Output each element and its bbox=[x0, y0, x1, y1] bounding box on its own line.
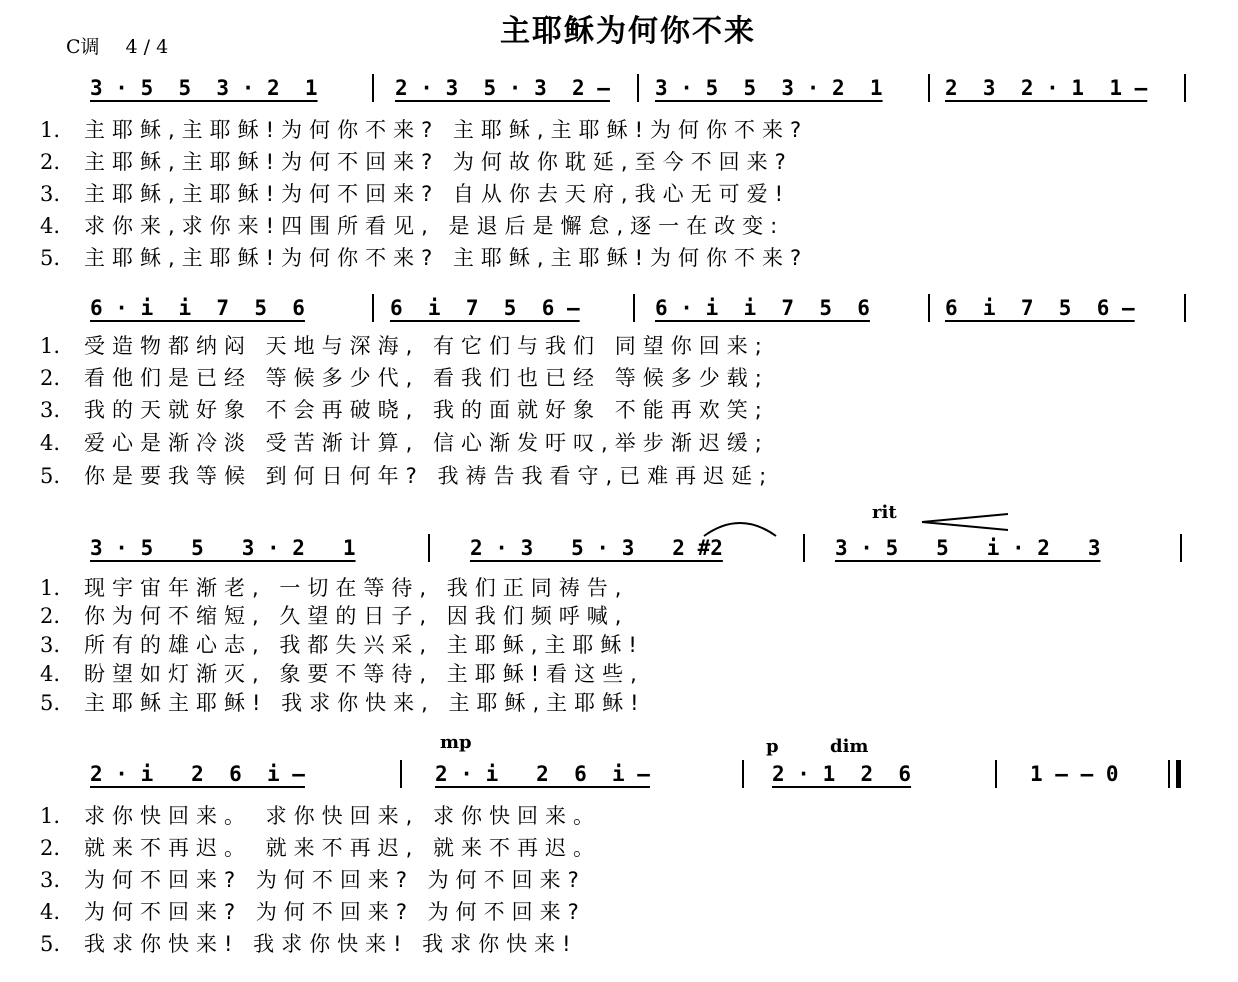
lyric-text: 你是要我等候 到何日何年? 我祷告我看守,已难再迟延; bbox=[84, 464, 774, 488]
p-marking: p bbox=[766, 736, 779, 757]
verse-number: 3. bbox=[40, 633, 61, 657]
bar-line bbox=[1184, 74, 1186, 102]
lyric-text: 主耶稣,主耶稣!为何你不来? 主耶稣,主耶稣!为何你不来? bbox=[84, 118, 809, 142]
lyric-text: 主耶稣主耶稣! 我求你快来, 主耶稣,主耶稣! bbox=[84, 691, 646, 715]
lyric-line-5 bbox=[40, 242, 808, 274]
measure-4: 1 — — 0 bbox=[1030, 762, 1119, 786]
lyric-text: 你为何不缩短, 久望的日子, 因我们频呼喊, bbox=[84, 604, 629, 628]
bar-line bbox=[995, 760, 997, 788]
lyric-text: 我求你快来! 我求你快来! 我求你快来! bbox=[84, 932, 578, 956]
verse-number: 3. bbox=[40, 868, 61, 892]
diminuendo-hairpin bbox=[920, 512, 1010, 532]
lyric-text: 求你快回来。 求你快回来, 求你快回来。 bbox=[84, 804, 602, 828]
bar-line bbox=[372, 294, 374, 322]
lyric-text: 主耶稣,主耶稣!为何你不来? 主耶稣,主耶稣!为何你不来? bbox=[84, 246, 809, 270]
notation-row bbox=[0, 536, 1238, 570]
verse-number: 4. bbox=[40, 214, 61, 238]
lyric-line-2 bbox=[40, 600, 628, 632]
verse-number: 5. bbox=[40, 464, 61, 488]
lyric-line-3 bbox=[40, 394, 769, 426]
lyric-line-5 bbox=[40, 928, 578, 960]
lyric-text: 所有的雄心志, 我都失兴采, 主耶稣,主耶稣! bbox=[84, 633, 644, 657]
measure-3: 3 · 5 5 i · 2 3 bbox=[835, 536, 1101, 560]
verse-number: 1. bbox=[40, 334, 61, 358]
lyric-line-4 bbox=[40, 896, 586, 928]
score-section-3 bbox=[0, 536, 1238, 756]
lyric-text: 主耶稣,主耶稣!为何不回来? 自从你去天府,我心无可爱! bbox=[84, 182, 791, 206]
lyric-text: 为何不回来? 为何不回来? 为何不回来? bbox=[84, 900, 586, 924]
measure-4: 6 i 7 5 6 — bbox=[945, 296, 1135, 320]
lyric-line-3 bbox=[40, 629, 644, 661]
dim-marking: dim bbox=[830, 736, 869, 757]
verse-number: 1. bbox=[40, 576, 61, 600]
score-section-2 bbox=[0, 296, 1238, 516]
bar-line bbox=[372, 74, 374, 102]
measure-2: 6 i 7 5 6 — bbox=[390, 296, 580, 320]
verse-number: 1. bbox=[40, 804, 61, 828]
measure-2: 2 · i 2 6 i — bbox=[435, 762, 650, 786]
bar-line bbox=[633, 294, 635, 322]
lyric-line-2 bbox=[40, 832, 601, 864]
measure-2: 2 · 3 5 · 3 2 #2 bbox=[470, 536, 723, 560]
measure-1: 6 · i i 7 5 6 bbox=[90, 296, 305, 320]
verse-number: 4. bbox=[40, 662, 61, 686]
score-section-4 bbox=[0, 762, 1238, 982]
bar-line bbox=[1180, 534, 1182, 562]
lyric-text: 看他们是已经 等候多少代, 看我们也已经 等候多少载; bbox=[84, 366, 769, 390]
notation-row bbox=[0, 296, 1238, 330]
lyric-text: 受造物都纳闷 天地与深海, 有它们与我们 同望你回来; bbox=[84, 334, 769, 358]
verse-number: 5. bbox=[40, 932, 61, 956]
lyric-line-1 bbox=[40, 800, 601, 832]
bar-line bbox=[742, 760, 744, 788]
measure-3: 2 · 1 2 6 bbox=[772, 762, 912, 786]
bar-line bbox=[1184, 294, 1186, 322]
lyric-line-4 bbox=[40, 427, 769, 459]
measure-3: 6 · i i 7 5 6 bbox=[655, 296, 870, 320]
lyric-line-3 bbox=[40, 178, 790, 210]
verse-number: 2. bbox=[40, 150, 61, 174]
lyric-text: 我的天就好象 不会再破晓, 我的面就好象 不能再欢笑; bbox=[84, 398, 769, 422]
lyric-line-5 bbox=[40, 687, 646, 719]
verse-number: 2. bbox=[40, 836, 61, 860]
lyric-text: 盼望如灯渐灭, 象要不等待, 主耶稣!看这些, bbox=[84, 662, 644, 686]
lyric-line-1 bbox=[40, 114, 808, 146]
measure-1: 3 · 5 5 3 · 2 1 bbox=[90, 76, 318, 100]
lyric-text: 为何不回来? 为何不回来? 为何不回来? bbox=[84, 868, 586, 892]
notation-row bbox=[0, 76, 1238, 110]
measure-4: 2 3 2 · 1 1 — bbox=[945, 76, 1148, 100]
verse-number: 2. bbox=[40, 604, 61, 628]
bar-line bbox=[637, 74, 639, 102]
verse-number: 2. bbox=[40, 366, 61, 390]
verse-number: 4. bbox=[40, 431, 61, 455]
bar-line bbox=[928, 294, 930, 322]
lyric-text: 就来不再迟。 就来不再迟, 就来不再迟。 bbox=[84, 836, 602, 860]
lyric-line-4 bbox=[40, 658, 644, 690]
lyric-text: 主耶稣,主耶稣!为何不回来? 为何故你耽延,至今不回来? bbox=[84, 150, 793, 174]
lyric-line-2 bbox=[40, 362, 769, 394]
lyric-text: 求你来,求你来!四围所看见, 是退后是懈怠,逐一在改变: bbox=[84, 214, 785, 238]
verse-number: 1. bbox=[40, 118, 61, 142]
score-section-1 bbox=[0, 76, 1238, 296]
verse-number: 4. bbox=[40, 900, 61, 924]
lyric-line-5 bbox=[40, 460, 773, 492]
verse-number: 5. bbox=[40, 246, 61, 270]
bar-line bbox=[428, 534, 430, 562]
final-bar-line-thick bbox=[1176, 760, 1181, 788]
lyric-line-4 bbox=[40, 210, 784, 242]
measure-1: 3 · 5 5 3 · 2 1 bbox=[90, 536, 356, 560]
song-title: 主耶稣为何你不来 bbox=[500, 14, 756, 49]
key-signature bbox=[66, 32, 168, 59]
lyric-text: 现宇宙年渐老, 一切在等待, 我们正同祷告, bbox=[84, 576, 629, 600]
bar-line bbox=[803, 534, 805, 562]
measure-1: 2 · i 2 6 i — bbox=[90, 762, 305, 786]
bar-line bbox=[400, 760, 402, 788]
lyric-line-3 bbox=[40, 864, 586, 896]
lyric-line-2 bbox=[40, 146, 793, 178]
key-label: C调 bbox=[66, 36, 100, 58]
verse-number: 3. bbox=[40, 182, 61, 206]
measure-2: 2 · 3 5 · 3 2 — bbox=[395, 76, 610, 100]
rit-marking: rit bbox=[872, 502, 897, 523]
mp-marking: mp bbox=[440, 732, 472, 753]
measure-3: 3 · 5 5 3 · 2 1 bbox=[655, 76, 883, 100]
final-bar-line-thin bbox=[1168, 760, 1170, 788]
notation-row bbox=[0, 762, 1238, 796]
lyric-line-1 bbox=[40, 330, 769, 362]
verse-number: 5. bbox=[40, 691, 61, 715]
time-signature: 4 / 4 bbox=[125, 36, 169, 58]
verse-number: 3. bbox=[40, 398, 61, 422]
lyric-text: 爱心是渐冷淡 受苦渐计算, 信心渐发吁叹,举步渐迟缓; bbox=[84, 431, 769, 455]
bar-line bbox=[928, 74, 930, 102]
